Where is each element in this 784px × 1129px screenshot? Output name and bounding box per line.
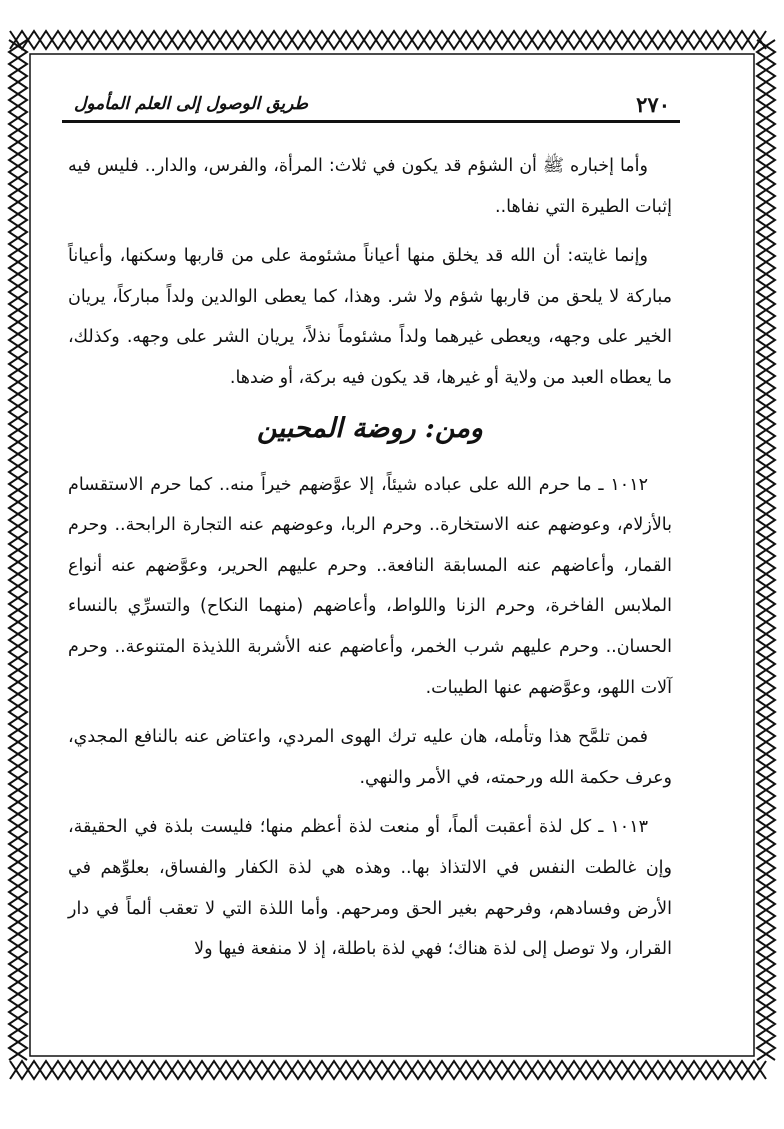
paragraph-ghayatuhu: وإنما غايته: أن الله قد يخلق منها أعياناً مشئومة على من قاربها وسكنها، وأعياناً مباركة لا يلحق من قاربها شؤم ولا شر. وهذا، كما يعطى الوالدين ولداً مباركاً، يريان الخير على وجهه، ويعطى غيرهما ولداً مشئوماً نذلاً، يريان الشر على وجهه. وكذلك، ما يعطاه العبد من ولاية أو غيرها، قد يكون فيه بركة، أو ضدها. [68, 246, 672, 388]
page-header [62, 92, 680, 116]
text-body [68, 146, 672, 979]
paragraph-talammah: فمن تلمَّح هذا وتأمله، هان عليه ترك الهوى المردي، واعتاض عنه بالنافع المجدي، وعرف حكمة الله ورحمته، في الأمر والنهي. [68, 727, 672, 788]
header-rule [62, 120, 680, 123]
paragraph-1012: ١٠١٢ ـ ما حرم الله على عباده شيئاً، إلا عوَّضهم خيراً منه.. كما حرم الاستقسام بالأزلام، وعوضهم عنه الاستخارة.. وحرم الربا، وعوضهم عنه التجارة الرابحة.. وحرم القمار، وأعاضهم عنه المسابقة النافعة.. وحرم عليهم الحرير، وعوَّضهم عنه أنواع الملابس الفاخرة، وحرم الزنا واللواط، وأعاضهم (منهما النكاح) والتسرِّي بالنساء الحسان.. وحرم عليهم شرب الخمر، وأعاضهم عنه الأشربة اللذيذة المتنوعة.. وحرم آلات اللهو، وعوَّضهم عنها الطيبات. [68, 474, 672, 698]
paragraph-1013: ١٠١٣ ـ كل لذة أعقبت ألماً، أو منعت لذة أعظم منها؛ فليست بلذة في الحقيقة، وإن غالطت النفس في الالتذاذ بها.. وهذه هي لذة الكفار والفساق، بعلوِّهم في الأرض وفسادهم، وفرحهم بغير الحق ومرحهم. وأما اللذة التي لا تعقب ألماً في دار القرار، ولا توصل إلى لذة هناك؛ فهي لذة باطلة، إذ لا منفعة فيها ولا [68, 817, 672, 960]
border-top-strand-b [10, 31, 766, 49]
section-title: ومن: روضة المحبين [257, 412, 483, 444]
paragraph-shum: وأما إخباره ﷺ أن الشؤم قد يكون في ثلاث: المرأة، والفرس، والدار.. فليس فيه إثبات الطيرة التي نفاها.. [68, 156, 672, 217]
border-bottom-strand-b [10, 1061, 766, 1079]
running-title: طريق الوصول إلى العلم المأمول [74, 94, 309, 114]
page-number: ٢٧٠ [636, 92, 670, 117]
